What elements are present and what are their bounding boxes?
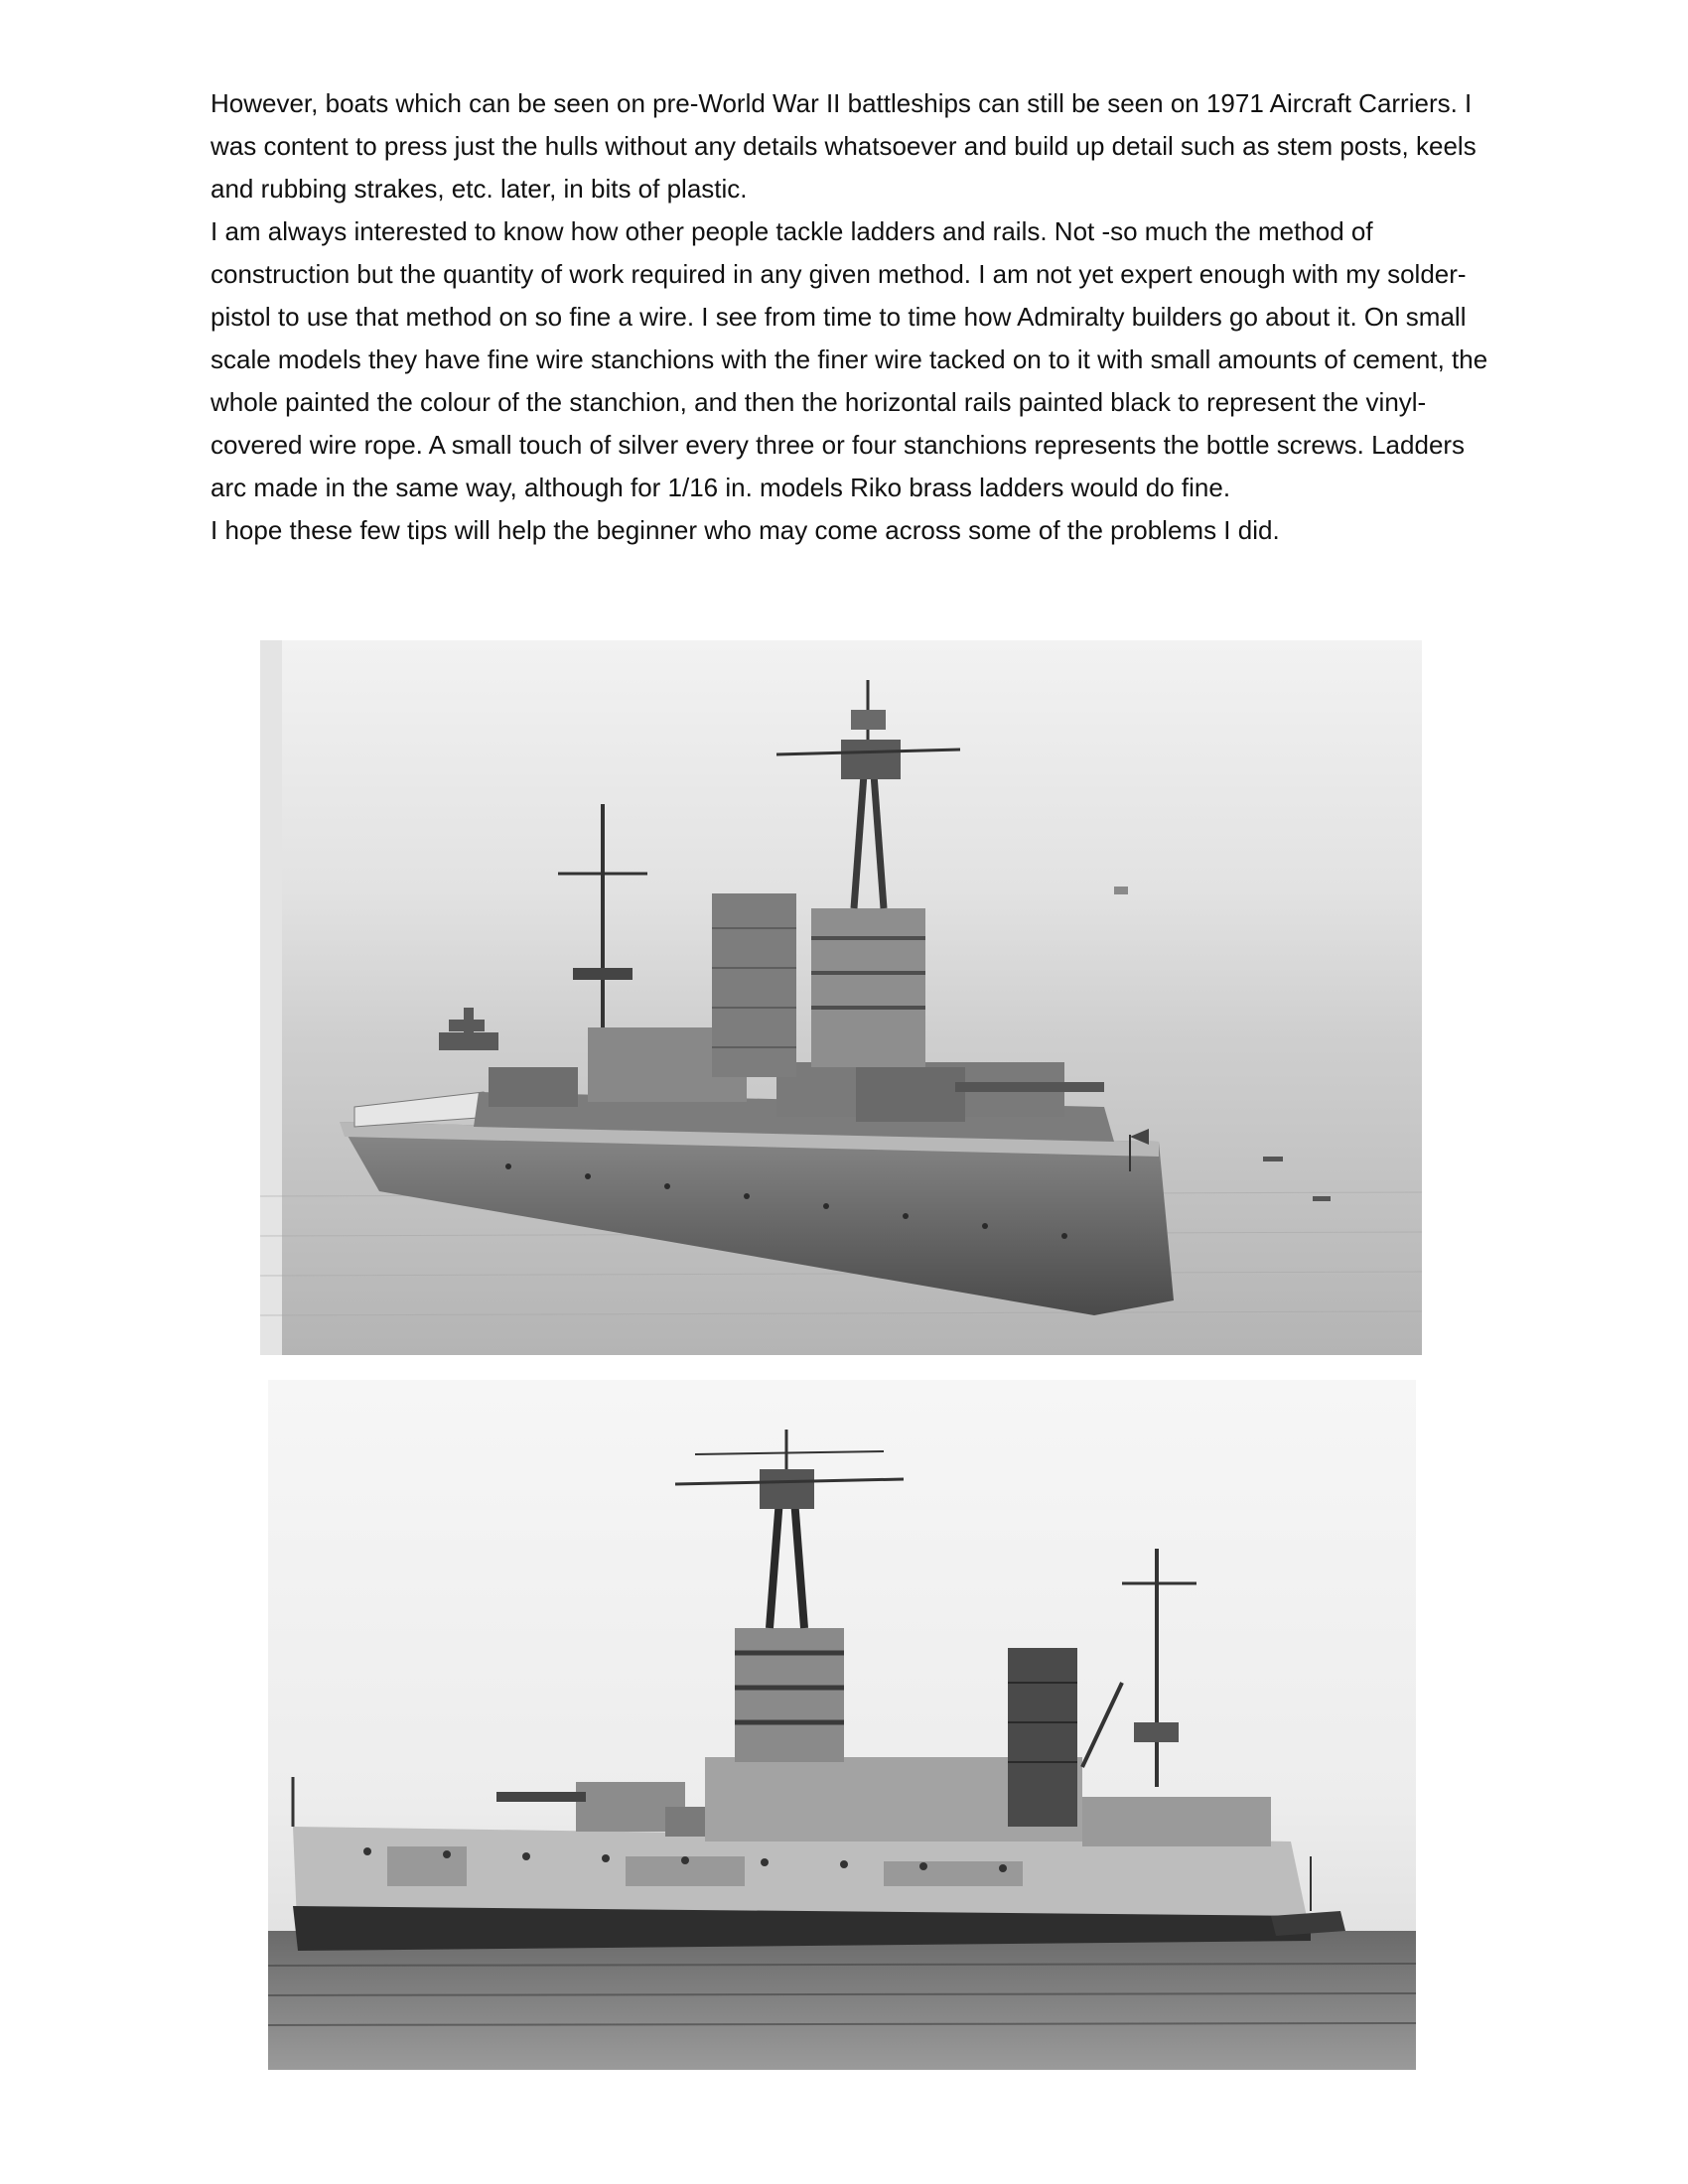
battleship-photo-top bbox=[260, 640, 1422, 1355]
paragraph-closing: I hope these few tips will help the beginner who may come across some of the problems I did. bbox=[211, 515, 1280, 545]
paragraph-ladders-rails: I am always interested to know how other people tackle ladders and rails. Not -so much the method of construction but the quantity of work required in any given method. I am not yet expert enough with my solder-pistol to use that method on so fine a wire. I see from time to time how Admiralty builders go about it. On small scale models they have fine wire stanchions with the finer wire tacked on to it with small amounts of cement, the whole painted the colour of the stanchion, and then the horizontal rails painted black to represent the vinyl-covered wire rope. A small touch of silver every three or four stanchions represents the bottle screws. Ladders arc made in the same way, although for 1/16 in. models Riko brass ladders would do fine. bbox=[211, 216, 1488, 502]
battleship-photo-bottom bbox=[268, 1380, 1416, 2070]
article-text bbox=[211, 82, 1501, 552]
paragraph-boats: However, boats which can be seen on pre-World War II battleships can still be seen on 1971 Aircraft Carriers. I was content to press just the hulls without any details whatsoever and build up detail such as stem posts, keels and rubbing strakes, etc. later, in bits of plastic. bbox=[211, 88, 1477, 204]
